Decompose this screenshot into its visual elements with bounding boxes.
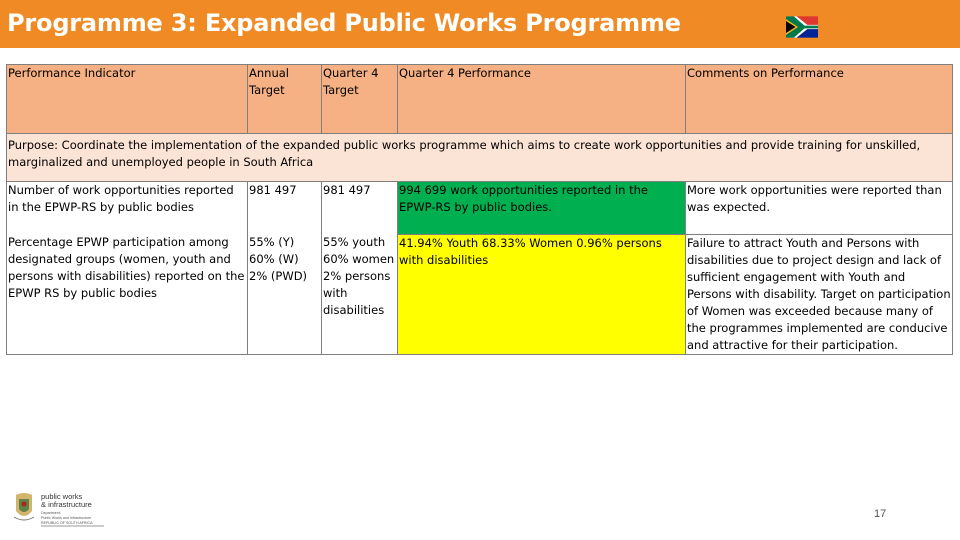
header-comments: Comments on Performance xyxy=(686,65,953,134)
page-number: 17 xyxy=(874,508,887,520)
public-works-logo xyxy=(12,491,108,529)
header-annual-target: Annual Target xyxy=(248,65,322,134)
performance-table xyxy=(6,64,953,355)
logo-line5: REPUBLIC OF SOUTH AFRICA xyxy=(41,521,93,525)
logo-line3: Department: xyxy=(41,511,61,515)
row-comments: More work opportunities were reported than was expected. xyxy=(686,182,953,235)
purpose-text: Purpose: Coordinate the implementation of the expanded public works programme which aims to create work opportunities and provide training for unskilled, marginalized and unemployed people in South Africa xyxy=(7,134,953,182)
logo-line4: Public Works and Infrastructure xyxy=(41,516,92,520)
table-header-row xyxy=(7,65,953,134)
header-q4-performance: Quarter 4 Performance xyxy=(398,65,686,134)
title-bar xyxy=(0,0,960,50)
row-comments: Failure to attract Youth and Persons with disabilities due to project design and lack of sufficient engagement with Youth and Persons with disability. Target on participation of Women was exceeded because many of the programmes implemented are conducive and attractive for their participation. xyxy=(686,234,953,354)
row-annual-target: 55% (Y) 60% (W) 2% (PWD) xyxy=(248,234,322,354)
row-annual-target: 981 497 xyxy=(248,182,322,235)
table-row xyxy=(7,182,953,235)
header-indicator: Performance Indicator xyxy=(7,65,248,134)
south-africa-flag-icon xyxy=(786,16,818,38)
table-row xyxy=(7,234,953,354)
row-q4-performance: 41.94% Youth 68.33% Women 0.96% persons with disabilities xyxy=(398,234,686,354)
header-q4-target: Quarter 4 Target xyxy=(322,65,398,134)
row-indicator: Number of work opportunities reported in the EPWP-RS by public bodies xyxy=(7,182,248,235)
logo-line1: public works xyxy=(41,492,83,501)
purpose-row xyxy=(7,134,953,182)
row-indicator: Percentage EPWP participation among designated groups (women, youth and persons with disabilities) reported on the EPWP RS by public bodies xyxy=(7,234,248,354)
logo-line2: & infrastructure xyxy=(41,500,92,509)
row-q4-performance: 994 699 work opportunities reported in the EPWP-RS by public bodies. xyxy=(398,182,686,235)
row-q4-target: 981 497 xyxy=(322,182,398,235)
row-q4-target: 55% youth 60% women 2% persons with disabilities xyxy=(322,234,398,354)
page-title: Programme 3: Expanded Public Works Programme xyxy=(7,9,681,37)
